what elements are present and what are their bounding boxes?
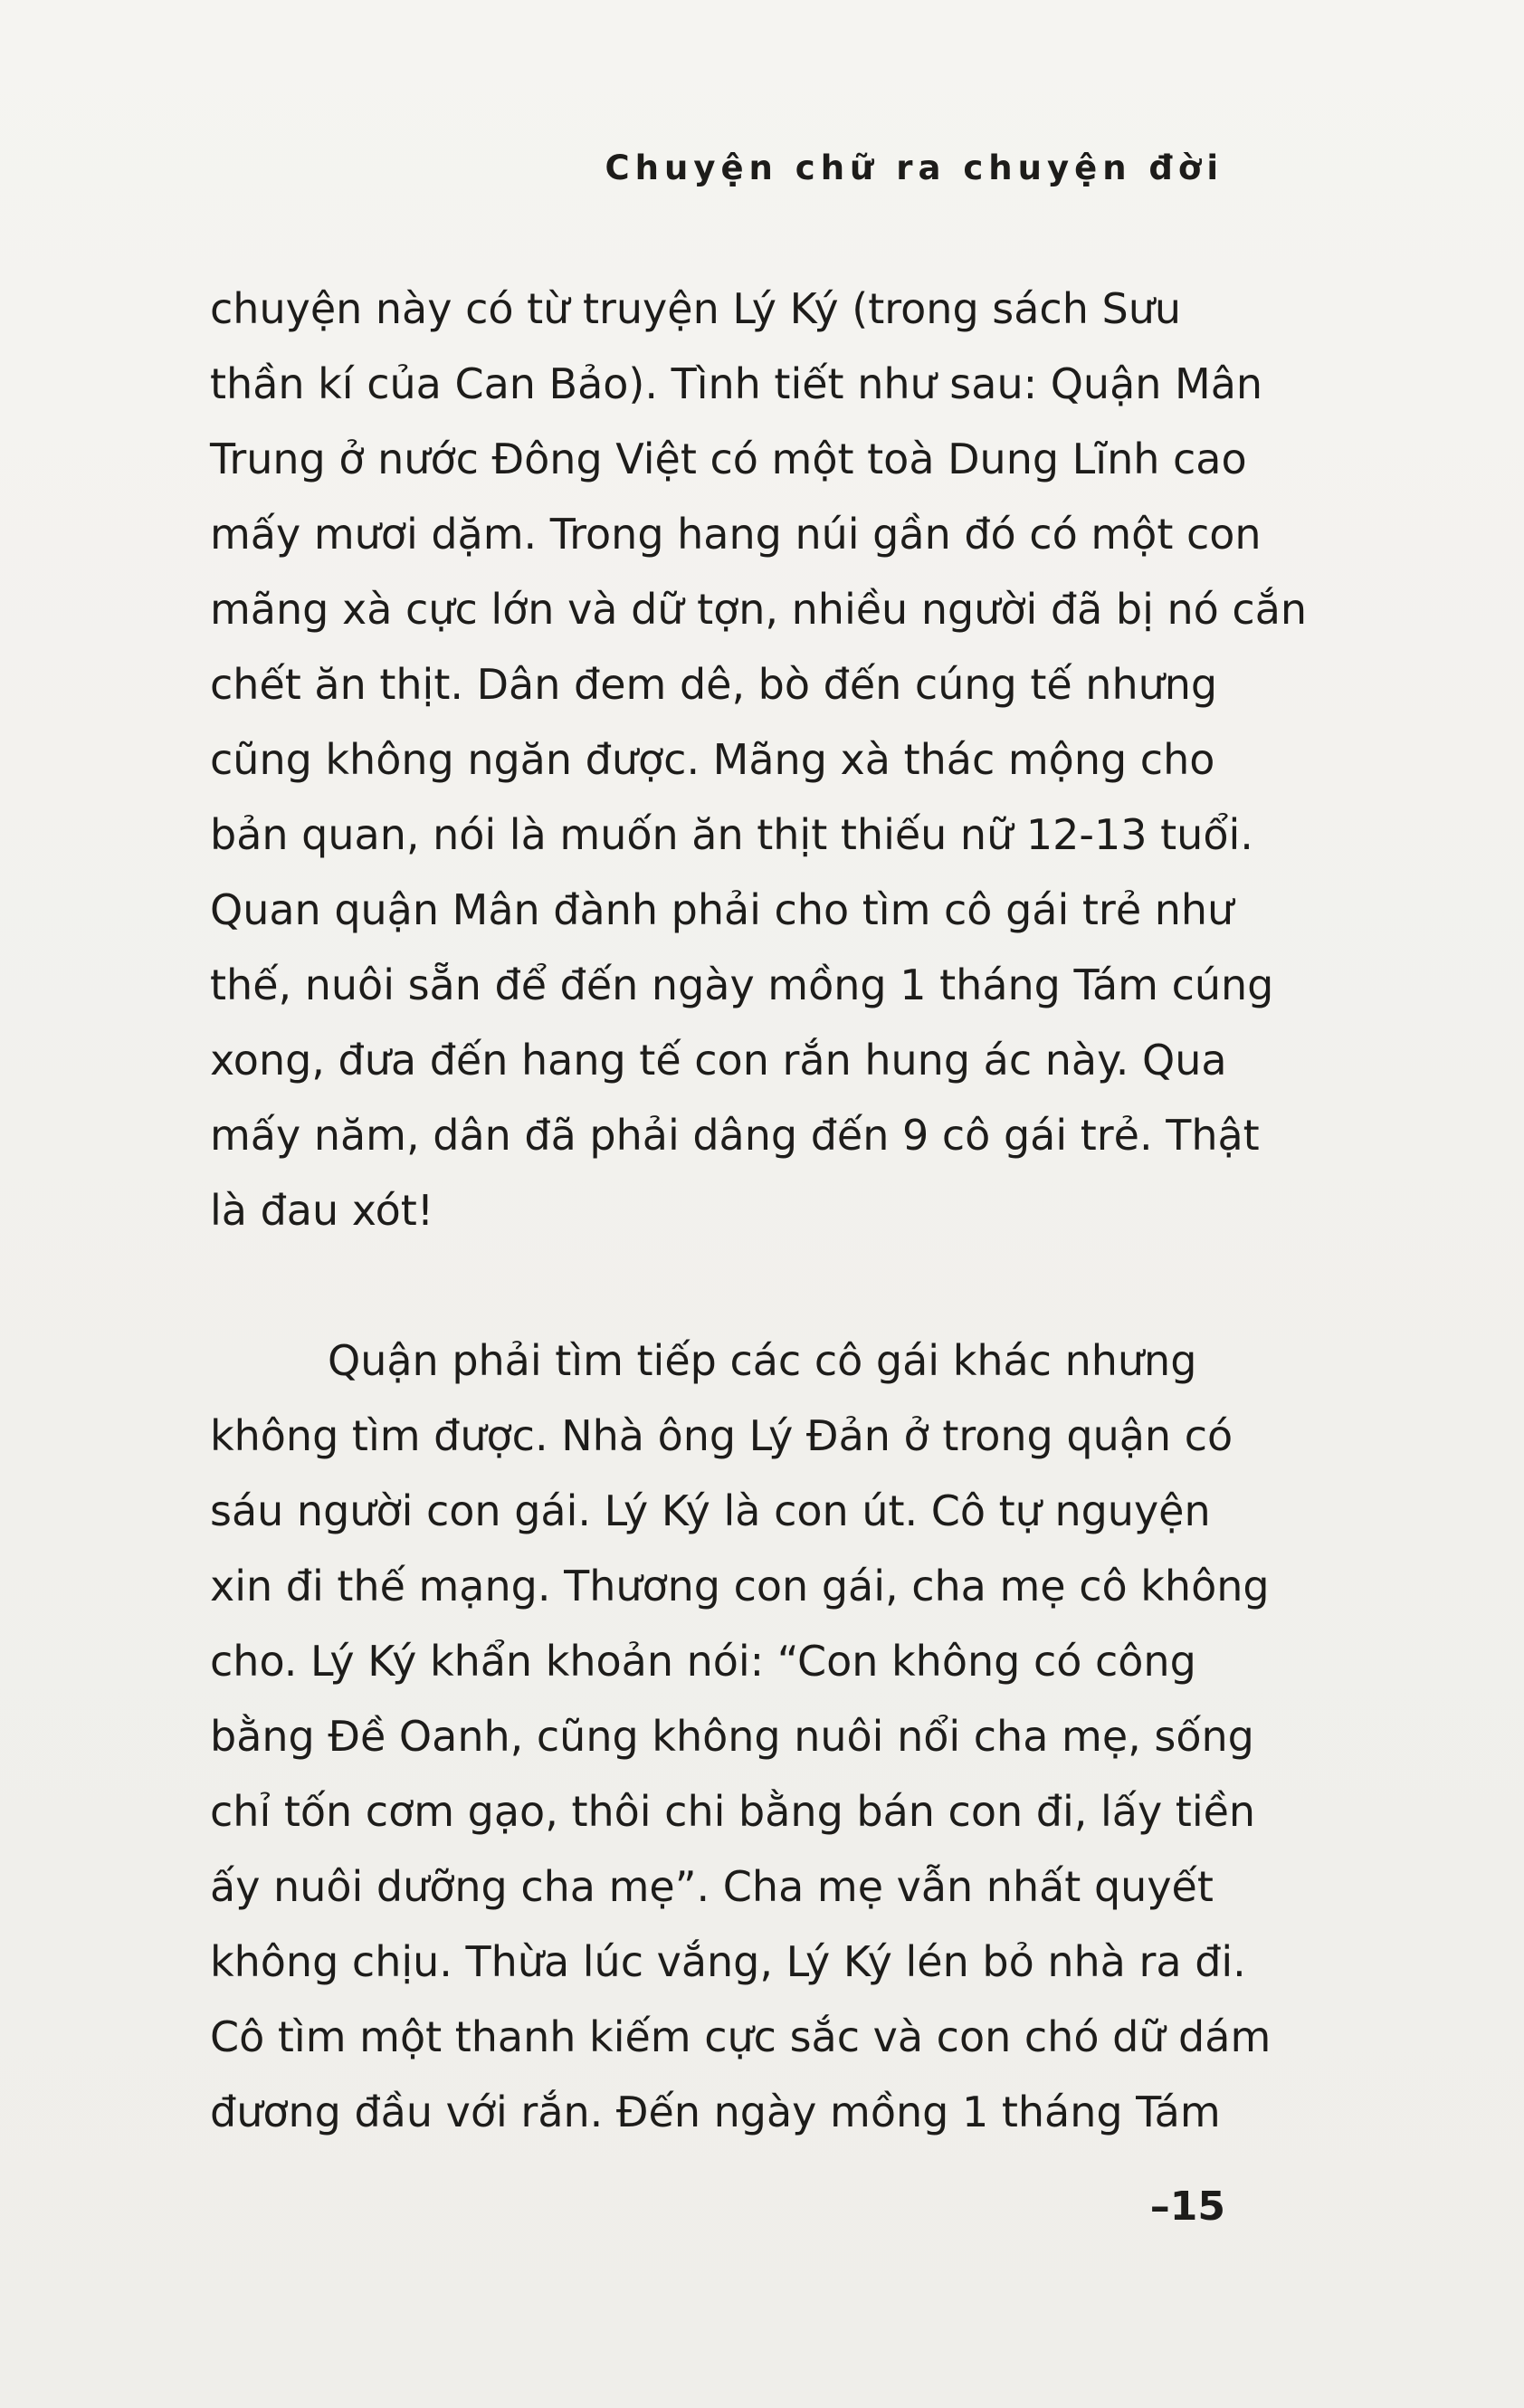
text-line: cho. Lý Ký khẩn khoản nói: “Con không có công — [210, 1637, 1196, 1686]
text-line: bản quan, nói là muốn ăn thịt thiếu nữ 12-13 tuổi. — [210, 810, 1253, 859]
text-line: xong, đưa đến hang tế con rắn hung ác này. Qua — [210, 1036, 1227, 1085]
text-line: thần kí của Can Bảo). Tình tiết như sau: Quận Mân — [210, 359, 1263, 408]
text-line: bằng Đề Oanh, cũng không nuôi nổi cha mẹ, sống — [210, 1712, 1254, 1761]
text-line: mấy mươi dặm. Trong hang núi gần đó có một con — [210, 510, 1262, 559]
text-line: không chịu. Thừa lúc vắng, Lý Ký lén bỏ nhà ra đi. — [210, 1937, 1246, 1986]
text-line: thế, nuôi sẵn để đến ngày mồng 1 tháng Tám cúng — [210, 960, 1274, 1009]
text-line: mấy năm, dân đã phải dâng đến 9 cô gái trẻ. Thật — [210, 1111, 1260, 1160]
text-line: cũng không ngăn được. Mãng xà thác mộng cho — [210, 735, 1215, 784]
text-line: chỉ tốn cơm gạo, thôi chi bằng bán con đi, lấy tiền — [210, 1787, 1256, 1836]
text-line: đương đầu với rắn. Đến ngày mồng 1 tháng Tám — [210, 2088, 1221, 2136]
page-number: –15 — [1149, 2183, 1225, 2230]
text-line: chuyện này có từ truyện Lý Ký (trong sách Sưu — [210, 284, 1182, 333]
text-line: xin đi thế mạng. Thương con gái, cha mẹ cô không — [210, 1562, 1270, 1610]
text-line: chết ăn thịt. Dân đem dê, bò đến cúng tế nhưng — [210, 660, 1218, 709]
text-line: không tìm được. Nhà ông Lý Đản ở trong quận có — [210, 1411, 1233, 1460]
text-line: sáu người con gái. Lý Ký là con út. Cô tự nguyện — [210, 1486, 1211, 1535]
text-line: Trung ở nước Đông Việt có một toà Dung Lĩnh cao — [210, 435, 1247, 483]
text-line: là đau xót! — [210, 1186, 434, 1235]
text-line: mãng xà cực lớn và dữ tợn, nhiều người đã bị nó cắn — [210, 585, 1308, 634]
text-line: Cô tìm một thanh kiếm cực sắc và con chó dữ dám — [210, 2012, 1272, 2061]
running-head-title: Chuyện chữ ra chuyện đời — [605, 148, 1224, 187]
body-text — [210, 272, 1308, 2150]
text-line: ấy nuôi dưỡng cha mẹ”. Cha mẹ vẫn nhất quyết — [210, 1862, 1214, 1911]
paragraph-first-line: Quận phải tìm tiếp các cô gái khác nhưng — [328, 1336, 1197, 1385]
text-line: Quan quận Mân đành phải cho tìm cô gái trẻ như — [210, 885, 1234, 934]
